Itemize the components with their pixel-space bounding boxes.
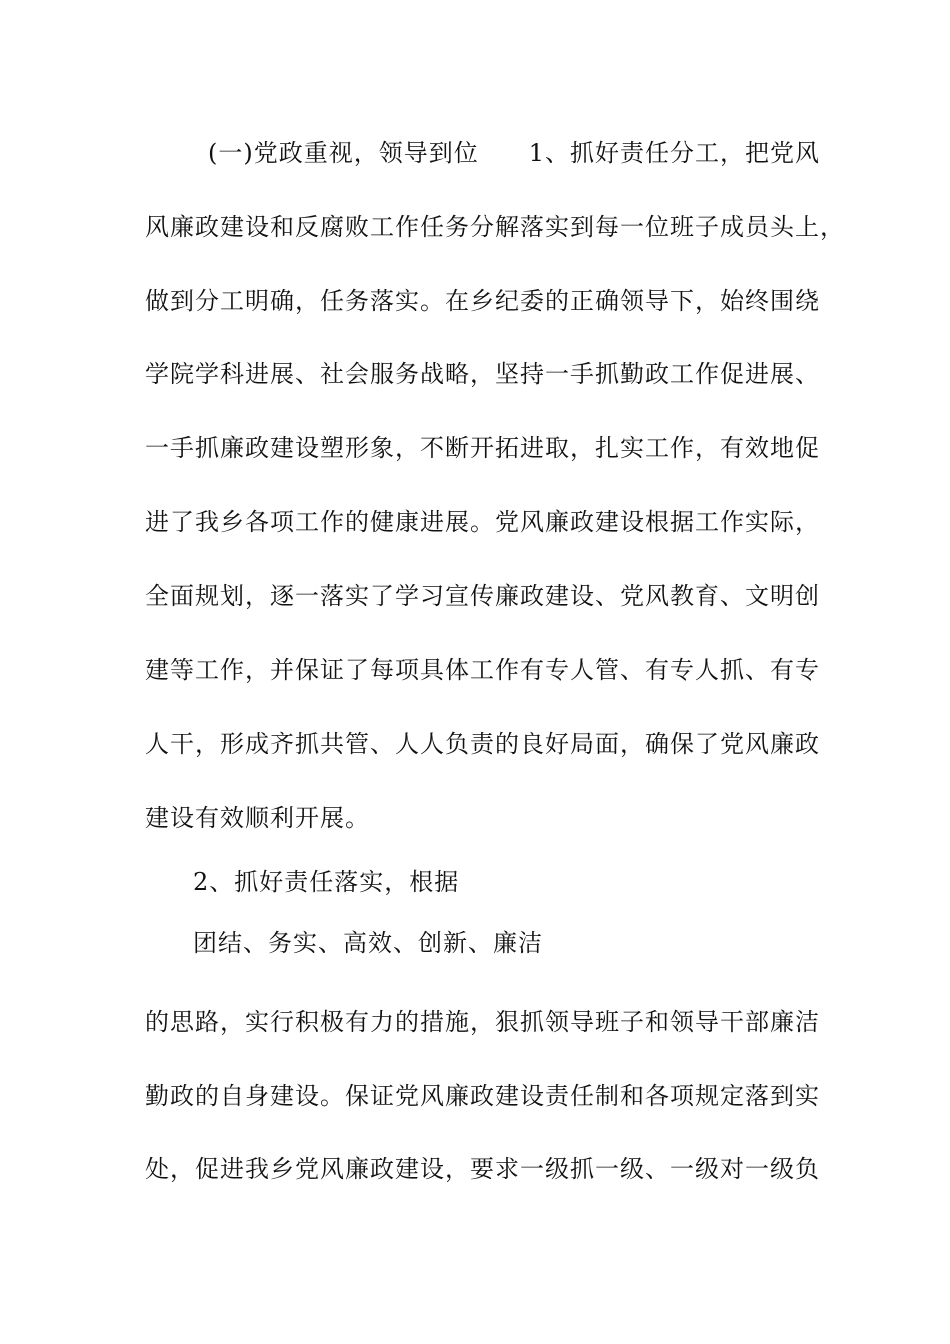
paragraph-line-7: 全面规划，逐一落实了学习宣传廉政建设、党风教育、文明创 bbox=[145, 582, 820, 610]
paragraph-line-4: 学院学科进展、社会服务战略，坚持一手抓勤政工作促进展、 bbox=[145, 360, 820, 388]
principles-line: 团结、务实、高效、创新、廉洁 bbox=[193, 929, 543, 957]
paragraph-line-10: 建设有效顺利开展。 bbox=[145, 804, 370, 832]
paragraph-line-1: (一)党政重视，领导到位 1、抓好责任分工，把党风 bbox=[208, 139, 820, 167]
paragraph-line-2: 风廉政建设和反腐败工作任务分解落实到每一位班子成员头上， bbox=[145, 213, 845, 241]
paragraph-line-13: 的思路，实行积极有力的措施，狠抓领导班子和领导干部廉洁 bbox=[145, 1008, 820, 1036]
paragraph-line-6: 进了我乡各项工作的健康进展。党风廉政建设根据工作实际， bbox=[145, 508, 820, 536]
paragraph-line-8: 建等工作，并保证了每项具体工作有专人管、有专人抓、有专 bbox=[145, 656, 820, 684]
paragraph-line-3: 做到分工明确，任务落实。在乡纪委的正确领导下，始终围绕 bbox=[145, 287, 820, 315]
paragraph-line-5: 一手抓廉政建设塑形象，不断开拓进取，扎实工作，有效地促 bbox=[145, 434, 820, 462]
paragraph-line-15: 处，促进我乡党风廉政建设，要求一级抓一级、一级对一级负 bbox=[145, 1155, 820, 1183]
paragraph-line-9: 人干，形成齐抓共管、人人负责的良好局面，确保了党风廉政 bbox=[145, 730, 820, 758]
paragraph-line-14: 勤政的自身建设。保证党风廉政建设责任制和各项规定落到实 bbox=[145, 1082, 820, 1110]
section-heading-2: 2、抓好责任落实，根据 bbox=[193, 868, 460, 896]
